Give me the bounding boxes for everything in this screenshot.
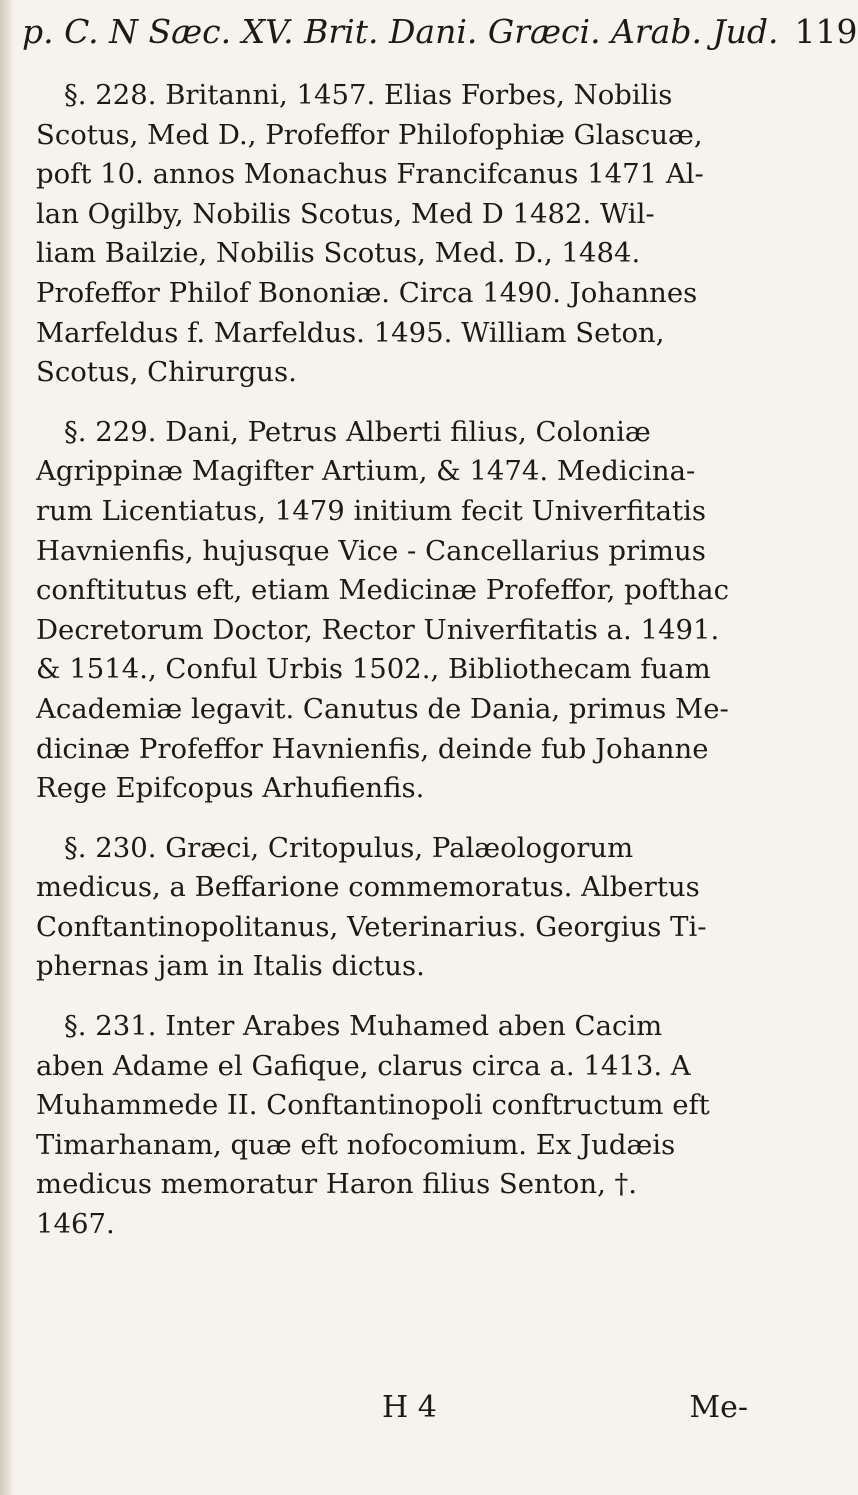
text-line: 1467. [36, 1208, 115, 1241]
text-line: phernas jam in Italis dictus. [36, 950, 425, 983]
running-header [22, 12, 858, 51]
text-line: Academiæ legavit. Canutus de Dania, primus Me- [36, 692, 729, 725]
page-number: 119 [794, 12, 858, 51]
body-text [36, 76, 748, 1265]
text-line: medicus memoratur Haron filius Senton, †. [36, 1168, 638, 1201]
text-line: Timarhanam, quæ eft nofocomium. Ex Judæis [36, 1128, 676, 1161]
running-title: p. C. N Sæc. XV. Brit. Dani. Græci. Arab. Jud. [22, 12, 779, 51]
text-line: poft 10. annos Monachus Francifcanus 1471 Al- [36, 158, 704, 191]
text-line: §. 230. Græci, Critopulus, Palæologorum [64, 831, 634, 864]
page-gutter-shadow [0, 0, 14, 1495]
paragraph-228 [36, 76, 748, 393]
text-line: lan Ogilby, Nobilis Scotus, Med D 1482. Wil- [36, 197, 655, 230]
text-line: & 1514., Conful Urbis 1502., Bibliothecam fuam [36, 653, 711, 686]
text-line: Marfeldus f. Marfeldus. 1495. William Seton, [36, 316, 665, 349]
page-footer [36, 1390, 748, 1430]
text-line: medicus, a Beffarione commemoratus. Albertus [36, 871, 700, 904]
text-line: aben Adame el Gafique, clarus circa a. 1413. A [36, 1049, 691, 1082]
text-line: Decretorum Doctor, Rector Univerfitatis a. 1491. [36, 613, 720, 646]
text-line: dicinæ Profeffor Havnienfis, deinde fub Johanne [36, 732, 709, 765]
text-line: Muhammede II. Conftantinopoli conftructum eft [36, 1089, 710, 1122]
text-line: §. 228. Britanni, 1457. Elias Forbes, Nobilis [64, 79, 673, 111]
text-line: §. 229. Dani, Petrus Alberti filius, Coloniæ [64, 415, 651, 448]
text-line: rum Licentiatus, 1479 initium fecit Univerfitatis [36, 494, 706, 527]
paragraph-229 [36, 413, 748, 809]
paragraph-230 [36, 829, 748, 987]
text-line: §. 231. Inter Arabes Muhamed aben Cacim [64, 1010, 663, 1043]
paragraph-231 [36, 1007, 748, 1245]
text-line: Rege Epifcopus Arhufienfis. [36, 772, 425, 805]
text-line: liam Bailzie, Nobilis Scotus, Med. D., 1484. [36, 237, 641, 270]
signature-mark: H 4 [382, 1390, 437, 1425]
text-line: Scotus, Chirurgus. [36, 356, 297, 389]
text-line: Profeffor Philof Bononiæ. Circa 1490. Johannes [36, 276, 698, 309]
catchword: Me- [689, 1390, 748, 1425]
text-line: Scotus, Med D., Profeffor Philofophiæ Glascuæ, [36, 118, 703, 151]
text-line: conftitutus eft, etiam Medicinæ Profeffor, pofthac [36, 574, 729, 607]
text-line: Conftantinopolitanus, Veterinarius. Georgius Ti- [36, 910, 707, 943]
text-line: Agrippinæ Magifter Artium, & 1474. Medicina- [36, 455, 696, 488]
text-line: Havnienfis, hujusque Vice - Cancellarius primus [36, 534, 706, 567]
